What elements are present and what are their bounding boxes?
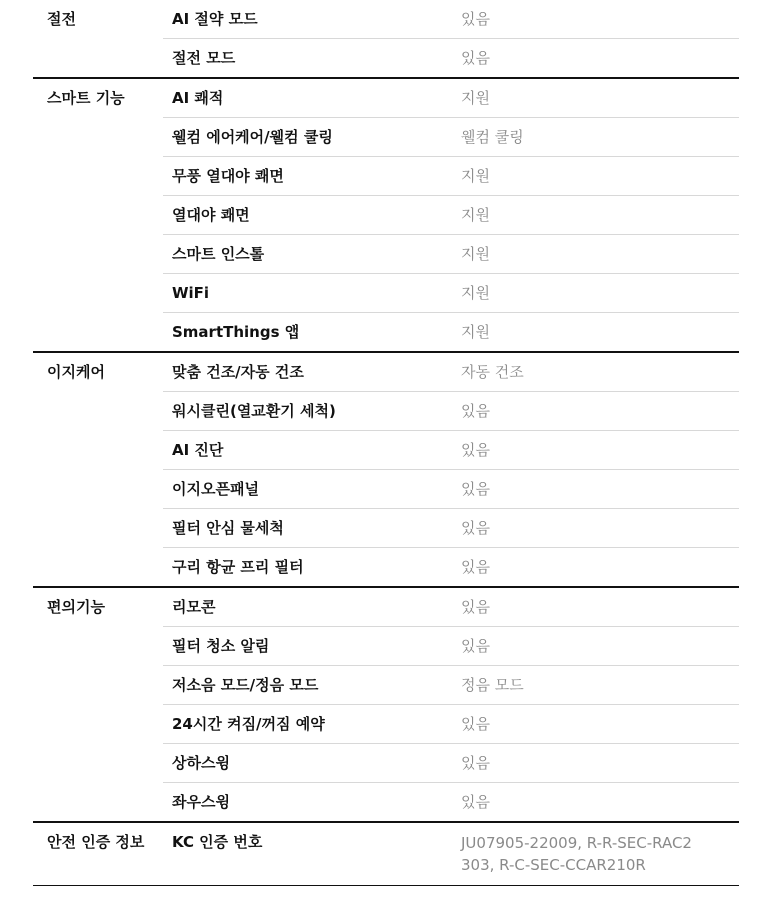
spec-name: 리모콘 xyxy=(172,598,216,616)
spec-row xyxy=(163,196,739,235)
spec-row xyxy=(163,157,739,196)
spec-name: AI 쾌적 xyxy=(172,89,224,107)
spec-value: 지원 xyxy=(461,245,490,263)
spec-name: 스마트 인스톨 xyxy=(172,245,265,263)
spec-name: 워시클린(열교환기 세척) xyxy=(172,402,336,420)
spec-value: 있음 xyxy=(461,754,490,772)
spec-name: 이지오픈패널 xyxy=(172,480,259,498)
spec-name: 맞춤 건조/자동 건조 xyxy=(172,363,304,381)
spec-value: 있음 xyxy=(461,558,490,576)
spec-name: 필터 청소 알림 xyxy=(172,637,270,655)
spec-row xyxy=(163,235,739,274)
spec-value: JU07905-22009, R-R-SEC-RAC2303, R-C-SEC-CCAR210R xyxy=(461,834,692,874)
group-label: 이지케어 xyxy=(47,363,105,381)
spec-group xyxy=(33,823,739,886)
spec-name: WiFi xyxy=(172,284,210,302)
spec-name: 웰컴 에어케어/웰컴 쿨링 xyxy=(172,128,333,146)
spec-value: 자동 건조 xyxy=(461,363,524,381)
spec-name: 무풍 열대야 쾌면 xyxy=(172,167,284,185)
group-label: 절전 xyxy=(47,10,76,28)
spec-row xyxy=(163,627,739,666)
spec-name: 상하스윙 xyxy=(172,754,230,772)
group-label: 안전 인증 정보 xyxy=(47,833,145,851)
spec-name: 필터 안심 물세척 xyxy=(172,519,284,537)
spec-row xyxy=(163,392,739,431)
spec-name: 열대야 쾌면 xyxy=(172,206,250,224)
group-label: 편의기능 xyxy=(47,598,105,616)
spec-value: 있음 xyxy=(461,519,490,537)
spec-value: 지원 xyxy=(461,206,490,224)
spec-group xyxy=(33,79,739,353)
spec-row xyxy=(163,666,739,705)
spec-value: 지원 xyxy=(461,323,490,341)
spec-row xyxy=(163,79,739,118)
spec-value: 있음 xyxy=(461,637,490,655)
spec-row xyxy=(163,823,739,885)
spec-value: 지원 xyxy=(461,89,490,107)
spec-value: 있음 xyxy=(461,10,490,28)
spec-value: 있음 xyxy=(461,598,490,616)
spec-name: SmartThings 앱 xyxy=(172,323,300,341)
spec-row xyxy=(163,588,739,627)
spec-row xyxy=(163,783,739,821)
group-label: 스마트 기능 xyxy=(47,89,125,107)
spec-value: 있음 xyxy=(461,49,490,67)
spec-name: AI 진단 xyxy=(172,441,224,459)
spec-value: 정음 모드 xyxy=(461,676,524,694)
spec-value: 웰컴 쿨링 xyxy=(461,128,524,146)
spec-value: 있음 xyxy=(461,793,490,811)
spec-group xyxy=(33,588,739,823)
spec-name: 절전 모드 xyxy=(172,49,236,67)
spec-row xyxy=(163,470,739,509)
spec-name: 24시간 켜짐/꺼짐 예약 xyxy=(172,715,325,733)
spec-name: 저소음 모드/정음 모드 xyxy=(172,676,319,694)
spec-row xyxy=(163,39,739,77)
spec-group xyxy=(33,353,739,588)
spec-value: 있음 xyxy=(461,480,490,498)
spec-name: KC 인증 번호 xyxy=(172,833,263,851)
spec-value: 있음 xyxy=(461,715,490,733)
spec-row xyxy=(163,509,739,548)
spec-name: 구리 항균 프리 필터 xyxy=(172,558,304,576)
spec-row xyxy=(163,118,739,157)
spec-row xyxy=(163,705,739,744)
spec-group xyxy=(33,0,739,79)
spec-name: 좌우스윙 xyxy=(172,793,230,811)
spec-value: 있음 xyxy=(461,402,490,420)
spec-value: 지원 xyxy=(461,167,490,185)
spec-row xyxy=(163,353,739,392)
spec-value: 지원 xyxy=(461,284,490,302)
spec-row xyxy=(163,548,739,586)
spec-row xyxy=(163,431,739,470)
spec-row xyxy=(163,274,739,313)
spec-row xyxy=(163,0,739,39)
spec-table xyxy=(33,0,739,886)
spec-row xyxy=(163,744,739,783)
spec-row xyxy=(163,313,739,351)
spec-value: 있음 xyxy=(461,441,490,459)
spec-name: AI 절약 모드 xyxy=(172,10,258,28)
